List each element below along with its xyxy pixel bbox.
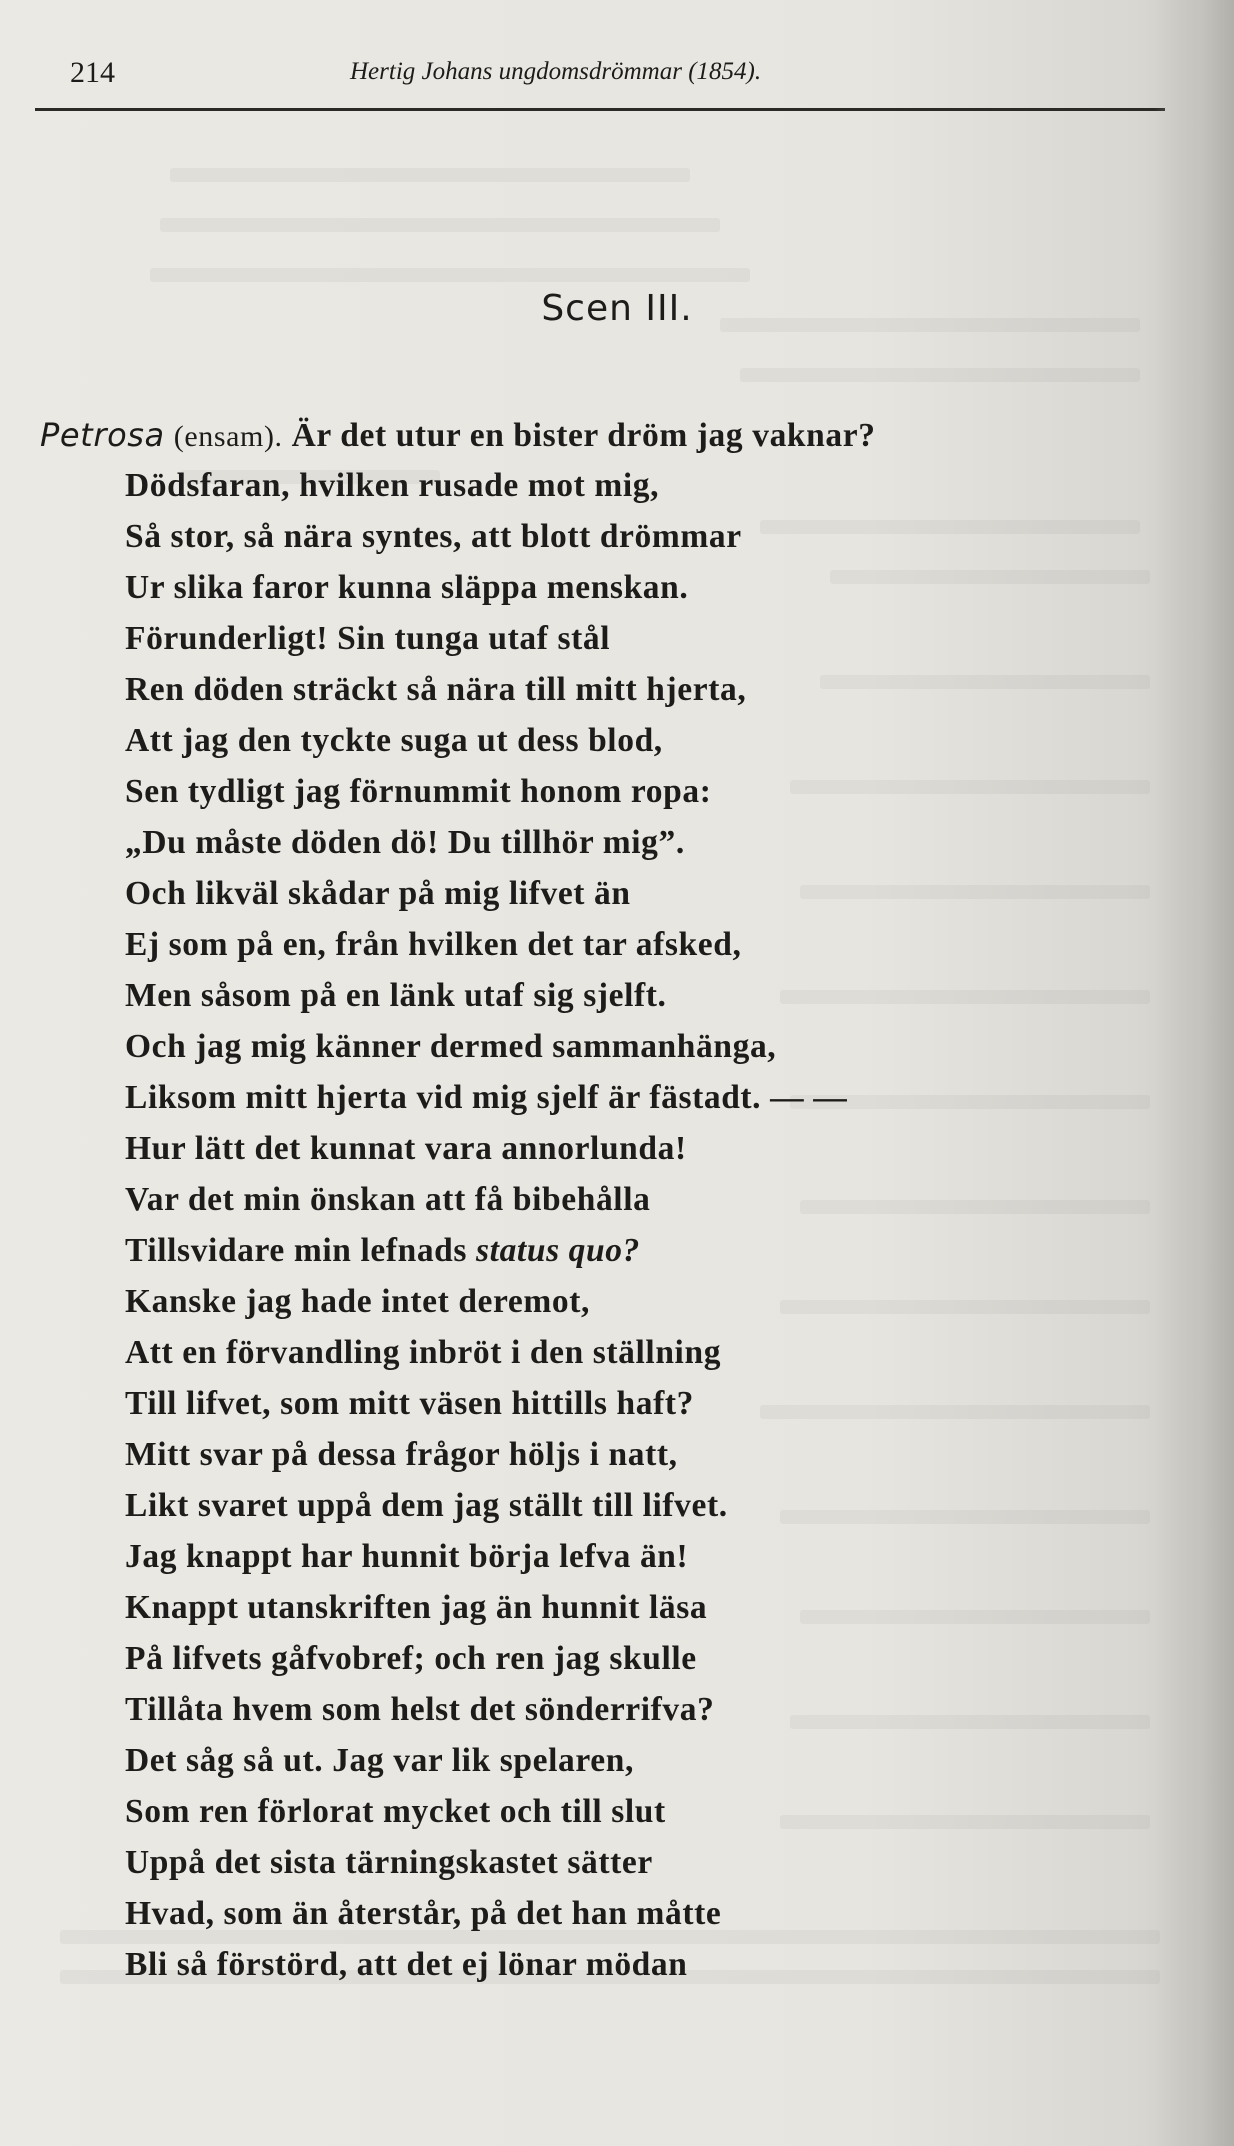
verse-line: Men såsom på en länk utaf sig sjelft. [125, 977, 667, 1014]
verse-line: Mitt svar på dessa frågor höljs i natt, [125, 1436, 678, 1473]
verse-line: På lifvets gåfvobref; och ren jag skulle [125, 1640, 697, 1677]
verse-line: Att jag den tyckte suga ut dess blod, [125, 722, 663, 759]
verse-line: „Du måste döden dö! Du tillhör mig”. [125, 824, 685, 861]
scene-title: Scen III. [541, 288, 693, 329]
verse-line: Det såg så ut. Jag var lik spelaren, [125, 1742, 634, 1779]
speech-first-line [40, 415, 876, 457]
verse-line: Jag knappt har hunnit börja lefva än! [125, 1538, 689, 1575]
verse-line: Och jag mig känner dermed sammanhänga, [125, 1028, 777, 1065]
running-head [40, 52, 1160, 92]
verse-line-text: Tillsvidare min lefnads [125, 1232, 477, 1269]
verse-line: Förunderligt! Sin tunga utaf stål [125, 620, 611, 657]
verse-line: Och likväl skådar på mig lifvet än [125, 875, 631, 912]
verse-line: Tillåta hvem som helst det sönderrifva? [125, 1691, 715, 1728]
stage-direction: (ensam). [173, 420, 283, 453]
verse-line: Var det min önskan att få bibehålla [125, 1181, 651, 1218]
verse-line: Bli så förstörd, att det ej lönar mödan [125, 1946, 688, 1983]
verse-line: Sen tydligt jag förnummit honom ropa: [125, 773, 712, 810]
verse-line: Till lifvet, som mitt väsen hittills haft? [125, 1385, 694, 1422]
verse-line: Hur lätt det kunnat vara annorlunda! [125, 1130, 687, 1167]
verse-line: Likt svaret uppå dem jag ställt till lifvet. [125, 1487, 728, 1524]
verse-line: Kanske jag hade intet deremot, [125, 1283, 590, 1320]
latin-phrase: status quo? [476, 1232, 640, 1269]
running-title: Hertig Johans ungdomsdrömmar (1854). [350, 58, 762, 85]
verse-line: Så stor, så nära syntes, att blott drömmar [125, 518, 742, 555]
verse-line: Knappt utanskriften jag än hunnit läsa [125, 1589, 708, 1626]
verse-line [125, 1231, 640, 1271]
verse-line: Uppå det sista tärningskastet sätter [125, 1844, 653, 1881]
verse-line: Ur slika faror kunna släppa menskan. [125, 569, 689, 606]
verse-line: Hvad, som än återstår, på det han måtte [125, 1895, 722, 1932]
verse-line: Liksom mitt hjerta vid mig sjelf är fästadt. — — [125, 1079, 848, 1116]
verse-line: Ej som på en, från hvilken det tar afsked, [125, 926, 742, 963]
page-number: 214 [70, 56, 115, 89]
speaker-name: Petrosa [40, 416, 165, 454]
header-rule [35, 108, 1165, 111]
verse-line: Är det utur en bister dröm jag vaknar? [291, 417, 876, 454]
verse-line: Som ren förlorat mycket och till slut [125, 1793, 666, 1830]
verse-line: Dödsfaran, hvilken rusade mot mig, [125, 467, 660, 504]
page-gutter-shadow [1154, 0, 1234, 2146]
verse-line: Ren döden sträckt så nära till mitt hjerta, [125, 671, 747, 708]
verse-line: Att en förvandling inbröt i den ställning [125, 1334, 722, 1371]
